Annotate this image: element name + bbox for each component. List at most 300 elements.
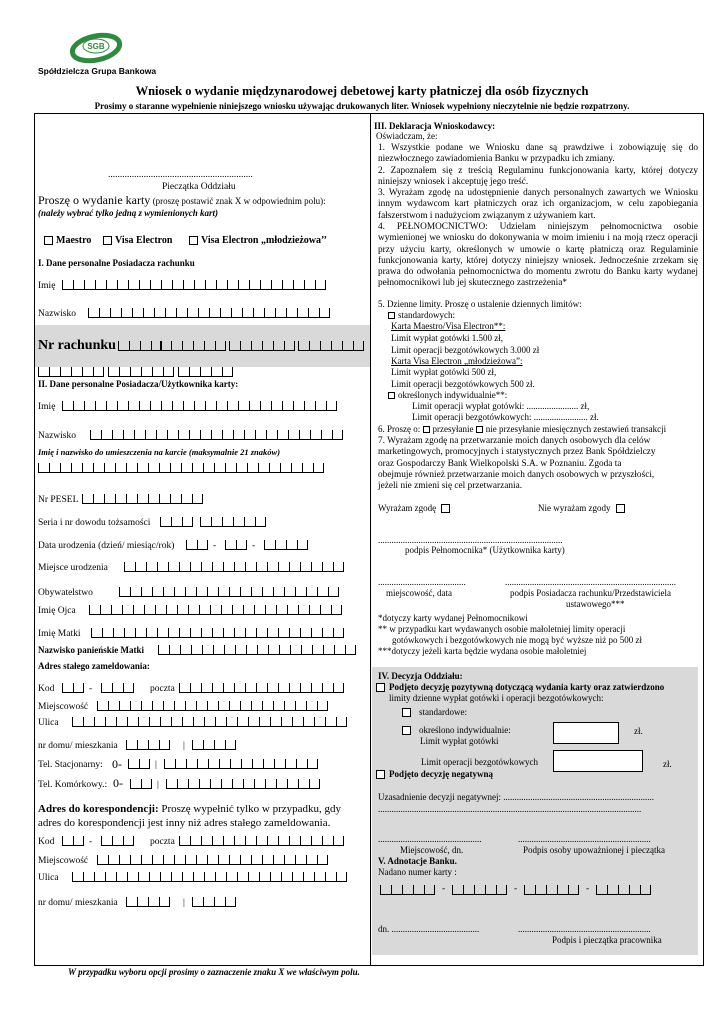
account-boxes-7[interactable] (178, 367, 233, 377)
char-box[interactable] (178, 367, 189, 377)
char-box[interactable] (139, 401, 150, 411)
char-box[interactable] (284, 855, 295, 865)
char-box[interactable] (182, 872, 193, 882)
char-box[interactable] (474, 885, 485, 895)
char-box[interactable] (106, 401, 117, 411)
char-box[interactable] (82, 367, 93, 377)
char-box[interactable] (130, 855, 141, 865)
char-box[interactable] (300, 683, 311, 693)
char-box[interactable] (94, 717, 105, 727)
char-box[interactable] (137, 740, 148, 750)
char-box[interactable] (225, 540, 236, 550)
char-box[interactable] (309, 605, 320, 615)
char-box[interactable] (60, 367, 71, 377)
char-box[interactable] (249, 401, 260, 411)
char-box[interactable] (314, 717, 325, 727)
birth-month-boxes[interactable] (225, 540, 247, 550)
char-box[interactable] (596, 885, 607, 895)
char-box[interactable] (112, 430, 123, 440)
mother-maiden-boxes[interactable] (158, 645, 356, 655)
char-box[interactable] (155, 605, 166, 615)
char-box[interactable] (203, 897, 214, 907)
char-box[interactable] (313, 463, 324, 473)
char-box[interactable] (278, 836, 289, 846)
phone-fixed-boxes[interactable] (164, 759, 318, 769)
char-box[interactable] (317, 701, 328, 711)
citizenship-boxes[interactable] (119, 587, 339, 597)
char-box[interactable] (629, 885, 640, 895)
char-box[interactable] (334, 645, 345, 655)
char-box[interactable] (84, 280, 95, 290)
char-box[interactable] (227, 280, 238, 290)
phone-mobile-boxes[interactable] (166, 779, 320, 789)
char-box[interactable] (158, 645, 169, 655)
char-box[interactable] (108, 701, 119, 711)
char-box[interactable] (168, 628, 179, 638)
char-box[interactable] (267, 562, 278, 572)
char-box[interactable] (201, 628, 212, 638)
birth-place-boxes[interactable] (124, 562, 344, 572)
char-box[interactable] (240, 855, 251, 865)
street-boxes[interactable] (72, 717, 347, 727)
char-box[interactable] (234, 683, 245, 693)
char-box[interactable] (234, 562, 245, 572)
char-box[interactable] (166, 605, 177, 615)
char-box[interactable] (143, 308, 154, 318)
char-box[interactable] (237, 717, 248, 727)
char-box[interactable] (300, 562, 311, 572)
char-box[interactable] (101, 683, 112, 693)
char-box[interactable] (253, 308, 264, 318)
char-box[interactable] (174, 587, 185, 597)
char-box[interactable] (319, 308, 330, 318)
char-box[interactable] (216, 280, 227, 290)
char-box[interactable] (296, 759, 307, 769)
char-box[interactable] (322, 836, 333, 846)
char-box[interactable] (194, 280, 205, 290)
char-box[interactable] (135, 562, 146, 572)
char-box[interactable] (314, 872, 325, 882)
char-box[interactable] (297, 540, 308, 550)
corr-post-boxes[interactable] (179, 836, 344, 846)
char-box[interactable] (112, 836, 123, 846)
char-box[interactable] (122, 605, 133, 615)
char-box[interactable] (320, 341, 331, 351)
char-box[interactable] (171, 717, 182, 727)
char-box[interactable] (192, 897, 203, 907)
char-box[interactable] (163, 367, 174, 377)
char-box[interactable] (332, 430, 343, 440)
char-box[interactable] (309, 779, 320, 789)
char-box[interactable] (130, 587, 141, 597)
char-box[interactable] (141, 855, 152, 865)
char-box[interactable] (281, 872, 292, 882)
char-box[interactable] (94, 872, 105, 882)
char-box[interactable] (160, 341, 171, 351)
char-box[interactable] (640, 885, 651, 895)
char-box[interactable] (321, 430, 332, 440)
char-box[interactable] (169, 645, 180, 655)
char-box[interactable] (304, 401, 315, 411)
account-boxes-5[interactable] (38, 367, 104, 377)
char-box[interactable] (156, 430, 167, 440)
char-box[interactable] (262, 701, 273, 711)
char-box[interactable] (245, 562, 256, 572)
char-box[interactable] (240, 701, 251, 711)
char-box[interactable] (207, 587, 218, 597)
char-box[interactable] (89, 605, 100, 615)
char-box[interactable] (265, 779, 276, 789)
char-box[interactable] (273, 587, 284, 597)
char-box[interactable] (190, 628, 201, 638)
char-box[interactable] (138, 872, 149, 882)
char-box[interactable] (287, 605, 298, 615)
char-box[interactable] (183, 401, 194, 411)
char-box[interactable] (223, 836, 234, 846)
checkbox-icon[interactable] (388, 392, 395, 399)
char-box[interactable] (179, 628, 190, 638)
char-box[interactable] (345, 645, 356, 655)
char-box[interactable] (163, 855, 174, 865)
char-box[interactable] (82, 463, 93, 473)
char-box[interactable] (49, 463, 60, 473)
char-box[interactable] (271, 401, 282, 411)
char-box[interactable] (380, 885, 391, 895)
corr-house-boxes[interactable] (126, 897, 170, 907)
char-box[interactable] (266, 430, 277, 440)
char-box[interactable] (208, 759, 219, 769)
char-box[interactable] (95, 401, 106, 411)
char-box[interactable] (192, 463, 203, 473)
char-box[interactable] (242, 308, 253, 318)
char-box[interactable] (221, 605, 232, 615)
char-box[interactable] (199, 605, 210, 615)
char-box[interactable] (292, 717, 303, 727)
char-box[interactable] (211, 367, 222, 377)
char-box[interactable] (218, 855, 229, 865)
char-box[interactable] (214, 740, 225, 750)
char-box[interactable] (607, 885, 618, 895)
char-box[interactable] (188, 779, 199, 789)
char-box[interactable] (295, 701, 306, 711)
char-box[interactable] (270, 872, 281, 882)
char-box[interactable] (102, 628, 113, 638)
char-box[interactable] (303, 717, 314, 727)
char-box[interactable] (284, 587, 295, 597)
cash-limit-input[interactable] (553, 722, 619, 744)
char-box[interactable] (279, 645, 290, 655)
char-box[interactable] (452, 885, 463, 895)
char-box[interactable] (323, 645, 334, 655)
char-box[interactable] (317, 855, 328, 865)
char-box[interactable] (211, 430, 222, 440)
char-box[interactable] (157, 628, 168, 638)
char-box[interactable] (275, 308, 286, 318)
char-box[interactable] (229, 701, 240, 711)
char-box[interactable] (128, 280, 139, 290)
char-box[interactable] (202, 645, 213, 655)
char-box[interactable] (71, 367, 82, 377)
char-box[interactable] (247, 463, 258, 473)
char-box[interactable] (216, 401, 227, 411)
char-box[interactable] (164, 759, 175, 769)
char-box[interactable] (315, 280, 326, 290)
checkbox-icon[interactable] (44, 236, 53, 245)
char-box[interactable] (259, 872, 270, 882)
checkbox-icon[interactable] (423, 426, 430, 433)
birth-day-boxes[interactable] (186, 540, 208, 550)
char-box[interactable] (119, 701, 130, 711)
char-box[interactable] (245, 628, 256, 638)
char-box[interactable] (260, 280, 271, 290)
char-box[interactable] (557, 885, 568, 895)
char-box[interactable] (234, 628, 245, 638)
char-box[interactable] (214, 897, 225, 907)
char-box[interactable] (229, 587, 240, 597)
char-box[interactable] (93, 367, 104, 377)
char-box[interactable] (301, 645, 312, 655)
char-box[interactable] (160, 717, 171, 727)
char-box[interactable] (311, 628, 322, 638)
char-box[interactable] (240, 341, 251, 351)
char-box[interactable] (196, 701, 207, 711)
char-box[interactable] (249, 280, 260, 290)
char-box[interactable] (270, 717, 281, 727)
char-box[interactable] (293, 280, 304, 290)
char-box[interactable] (196, 587, 207, 597)
char-box[interactable] (62, 401, 73, 411)
char-box[interactable] (331, 605, 342, 615)
char-box[interactable] (333, 683, 344, 693)
char-box[interactable] (325, 872, 336, 882)
char-box[interactable] (72, 872, 83, 882)
checkbox-icon[interactable] (376, 683, 385, 692)
char-box[interactable] (273, 701, 284, 711)
char-box[interactable] (201, 562, 212, 572)
char-box[interactable] (126, 494, 137, 504)
char-box[interactable] (126, 463, 137, 473)
char-box[interactable] (111, 605, 122, 615)
char-box[interactable] (284, 701, 295, 711)
char-box[interactable] (137, 897, 148, 907)
char-box[interactable] (222, 367, 233, 377)
char-box[interactable] (200, 367, 211, 377)
char-box[interactable] (189, 367, 200, 377)
char-box[interactable] (193, 872, 204, 882)
char-box[interactable] (333, 836, 344, 846)
char-box[interactable] (212, 836, 223, 846)
char-box[interactable] (152, 587, 163, 597)
char-box[interactable] (138, 717, 149, 727)
char-box[interactable] (188, 605, 199, 615)
char-box[interactable] (286, 540, 297, 550)
char-box[interactable] (201, 683, 212, 693)
char-box[interactable] (230, 759, 241, 769)
char-box[interactable] (199, 779, 210, 789)
char-box[interactable] (320, 605, 331, 615)
char-box[interactable] (251, 587, 262, 597)
char-box[interactable] (73, 401, 84, 411)
char-box[interactable] (223, 628, 234, 638)
char-box[interactable] (116, 872, 127, 882)
char-box[interactable] (274, 759, 285, 769)
checkbox-icon[interactable] (388, 312, 395, 319)
checkbox-icon[interactable] (402, 708, 411, 717)
char-box[interactable] (215, 341, 226, 351)
char-box[interactable] (127, 872, 138, 882)
char-box[interactable] (149, 872, 160, 882)
account-boxes-3[interactable] (229, 341, 295, 351)
char-box[interactable] (166, 779, 177, 789)
char-box[interactable] (223, 562, 234, 572)
char-box[interactable] (148, 494, 159, 504)
char-box[interactable] (178, 430, 189, 440)
char-box[interactable] (38, 463, 49, 473)
char-box[interactable] (104, 463, 115, 473)
char-box[interactable] (180, 645, 191, 655)
char-box[interactable] (300, 836, 311, 846)
char-box[interactable] (281, 717, 292, 727)
corr-town-boxes[interactable] (97, 855, 328, 865)
char-box[interactable] (176, 308, 187, 318)
char-box[interactable] (307, 759, 318, 769)
char-box[interactable] (160, 517, 171, 527)
char-box[interactable] (311, 683, 322, 693)
limits-standard[interactable]: standardowych: (388, 311, 455, 321)
char-box[interactable] (237, 872, 248, 882)
char-box[interactable] (263, 759, 274, 769)
postal-code-boxes-1[interactable] (62, 683, 84, 693)
char-box[interactable] (174, 855, 185, 865)
char-box[interactable] (62, 280, 73, 290)
char-box[interactable] (295, 855, 306, 865)
char-box[interactable] (134, 430, 145, 440)
char-box[interactable] (276, 605, 287, 615)
char-box[interactable] (127, 717, 138, 727)
house-boxes[interactable] (126, 740, 170, 750)
flat-boxes[interactable] (192, 740, 236, 750)
char-box[interactable] (177, 779, 188, 789)
char-box[interactable] (91, 628, 102, 638)
char-box[interactable] (391, 885, 402, 895)
char-box[interactable] (207, 855, 218, 865)
char-box[interactable] (342, 341, 353, 351)
consent-no[interactable]: Nie wyrażam zgody (538, 504, 625, 514)
char-box[interactable] (220, 308, 231, 318)
char-box[interactable] (146, 628, 157, 638)
char-box[interactable] (267, 836, 278, 846)
char-box[interactable] (311, 836, 322, 846)
char-box[interactable] (101, 836, 112, 846)
char-box[interactable] (108, 367, 119, 377)
decision-negative[interactable]: Podjęto decyzję negatywną (376, 770, 493, 780)
char-box[interactable] (150, 401, 161, 411)
char-box[interactable] (82, 494, 93, 504)
char-box[interactable] (171, 517, 182, 527)
char-box[interactable] (535, 885, 546, 895)
char-box[interactable] (197, 759, 208, 769)
char-box[interactable] (282, 401, 293, 411)
char-box[interactable] (181, 494, 192, 504)
char-box[interactable] (245, 683, 256, 693)
char-box[interactable] (306, 855, 317, 865)
corr-code-boxes-2[interactable] (101, 836, 134, 846)
char-box[interactable] (248, 717, 259, 727)
char-box[interactable] (229, 341, 240, 351)
char-box[interactable] (170, 494, 181, 504)
char-box[interactable] (215, 872, 226, 882)
char-box[interactable] (73, 280, 84, 290)
char-box[interactable] (222, 430, 233, 440)
char-box[interactable] (62, 836, 73, 846)
char-box[interactable] (204, 341, 215, 351)
town-boxes[interactable] (97, 701, 328, 711)
char-box[interactable] (210, 779, 221, 789)
char-box[interactable] (190, 836, 201, 846)
char-box[interactable] (256, 683, 267, 693)
char-box[interactable] (267, 683, 278, 693)
char-box[interactable] (157, 562, 168, 572)
char-box[interactable] (312, 645, 323, 655)
mother-name-boxes[interactable] (91, 628, 344, 638)
char-box[interactable] (298, 605, 309, 615)
checkbox-icon[interactable] (103, 236, 112, 245)
char-box[interactable] (226, 717, 237, 727)
char-box[interactable] (297, 308, 308, 318)
phone-mobile-area-boxes[interactable] (130, 779, 152, 789)
char-box[interactable] (225, 463, 236, 473)
char-box[interactable] (101, 430, 112, 440)
char-box[interactable] (186, 759, 197, 769)
char-box[interactable] (83, 872, 94, 882)
char-box[interactable] (174, 701, 185, 711)
char-box[interactable] (203, 740, 214, 750)
char-box[interactable] (300, 628, 311, 638)
char-box[interactable] (141, 701, 152, 711)
char-box[interactable] (317, 587, 328, 597)
char-box[interactable] (112, 683, 123, 693)
char-box[interactable] (168, 562, 179, 572)
char-box[interactable] (289, 836, 300, 846)
char-box[interactable] (115, 494, 126, 504)
char-box[interactable] (146, 562, 157, 572)
char-box[interactable] (148, 897, 159, 907)
card-option-maestro[interactable]: Maestro (44, 235, 91, 246)
char-box[interactable] (117, 401, 128, 411)
birth-year-boxes[interactable] (264, 540, 308, 550)
char-box[interactable] (129, 341, 140, 351)
char-box[interactable] (201, 836, 212, 846)
char-box[interactable] (218, 701, 229, 711)
char-box[interactable] (328, 587, 339, 597)
char-box[interactable] (177, 605, 188, 615)
char-box[interactable] (244, 517, 255, 527)
char-box[interactable] (245, 836, 256, 846)
phone-fixed-area-boxes[interactable] (128, 759, 150, 769)
checkbox-icon[interactable] (616, 504, 625, 513)
char-box[interactable] (238, 280, 249, 290)
char-box[interactable] (181, 463, 192, 473)
char-box[interactable] (224, 645, 235, 655)
char-box[interactable] (618, 885, 629, 895)
char-box[interactable] (254, 779, 265, 789)
char-box[interactable] (141, 587, 152, 597)
name-on-card-boxes[interactable] (38, 463, 324, 473)
char-box[interactable] (118, 341, 129, 351)
char-box[interactable] (353, 341, 364, 351)
char-box[interactable] (73, 836, 84, 846)
char-box[interactable] (258, 463, 269, 473)
